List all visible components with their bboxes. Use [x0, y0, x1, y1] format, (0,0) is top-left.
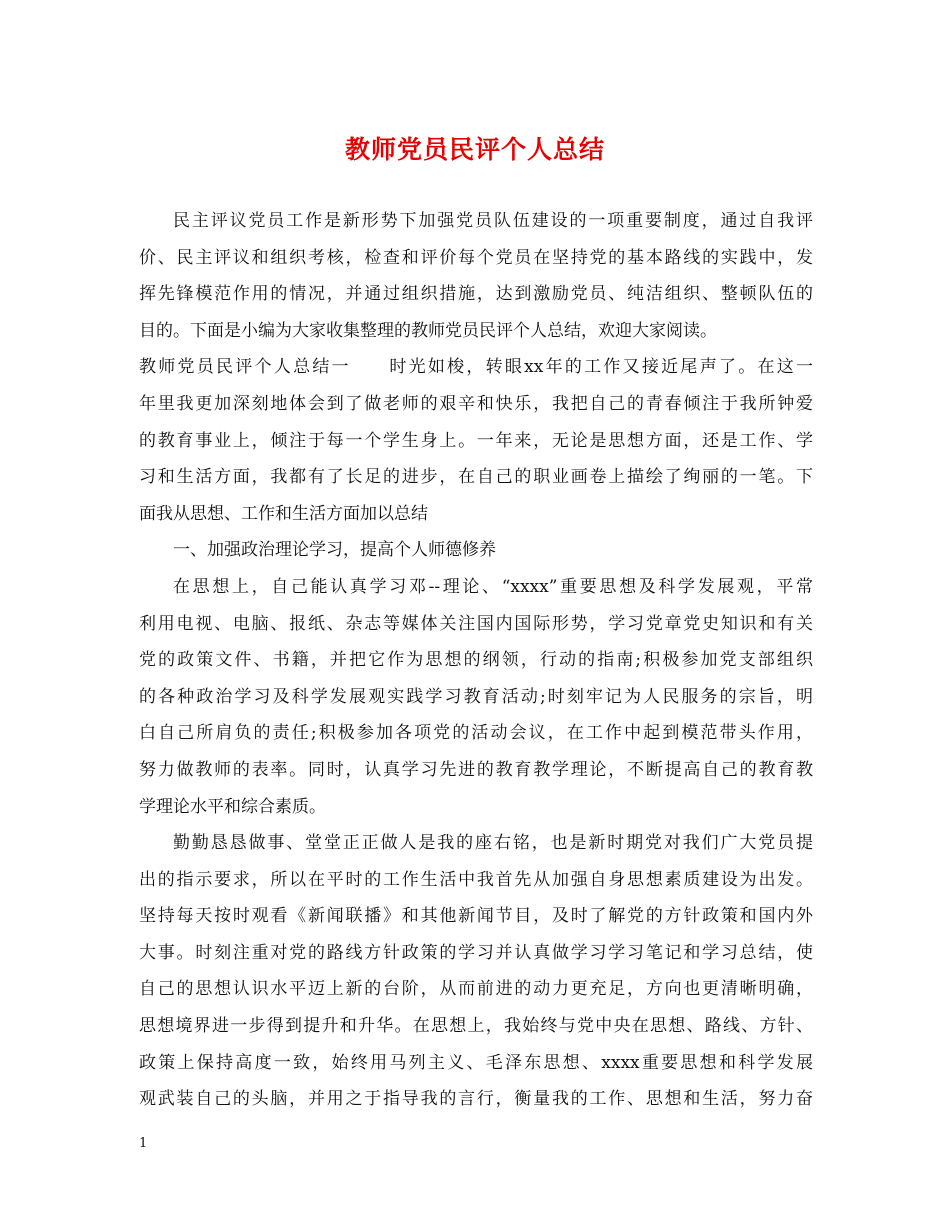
paragraph-line: 的教育事业上，倾注于每一个学生身上。一年来，无论是思想方面，还是工作、学: [139, 430, 813, 451]
page-number: 1: [139, 1136, 148, 1151]
paragraph-line: 思想境界进一步得到提升和升华。在思想上，我始终与党中央在思想、路线、方针、: [139, 1016, 813, 1037]
paragraph-line: 坚持每天按时观看《新闻联播》和其他新闻节目，及时了解党的方针政策和国内外: [139, 906, 813, 927]
paragraph-line: 自己的思想认识水平迈上新的台阶，从而前进的动力更充足，方向也更清晰明确，: [139, 979, 813, 1000]
paragraph-line: 观武装自己的头脑，并用之于指导我的言行，衡量我的工作、思想和生活，努力奋: [139, 1089, 813, 1110]
paragraph-line: 利用电视、电脑、报纸、杂志等媒体关注国内国际形势，学习党章党史知识和有关: [139, 613, 813, 634]
paragraph-line: 在思想上，自己能认真学习邓--理论、“xxxx”重要思想及科学发展观，平常: [173, 576, 813, 597]
paragraph-line: 价、民主评议和组织考核，检查和评价每个党员在坚持党的基本路线的实践中，发: [139, 247, 813, 268]
paragraph-line: 民主评议党员工作是新形势下加强党员队伍建设的一项重要制度，通过自我评: [173, 211, 813, 231]
paragraph-line: 白自己所肩负的责任;积极参加各项党的活动会议，在工作中起到模范带头作用，: [139, 723, 813, 744]
paragraph-line: 努力做教师的表率。同时，认真学习先进的教育教学理论，不断提高自己的教育教: [139, 759, 813, 780]
paragraph-line: 勤勤恳恳做事、堂堂正正做人是我的座右铭，也是新时期党对我们广大党员提: [173, 833, 813, 854]
paragraph-line: 学理论水平和综合素质。: [139, 796, 326, 817]
paragraph-line: 面我从思想、工作和生活方面加以总结: [139, 503, 428, 524]
paragraph-line: 大事。时刻注重对党的路线方针政策的学习并认真做学习学习笔记和学习总结，使: [139, 942, 813, 963]
section-heading: 一、加强政治理论学习，提高个人师德修养: [173, 540, 496, 561]
paragraph-line: 习和生活方面，我都有了长足的进步，在自己的职业画卷上描绘了绚丽的一笔。下: [139, 467, 813, 488]
paragraph-line: 教师党员民评个人总结一 时光如梭，转眼xx年的工作又接近尾声了。在这一: [139, 357, 813, 378]
paragraph-line: 挥先锋模范作用的情况，并通过组织措施，达到激励党员、纯洁组织、整顿队伍的: [139, 284, 813, 305]
paragraph-line: 年里我更加深刻地体会到了做老师的艰辛和快乐，我把自己的青春倾注于我所钟爱: [139, 393, 813, 414]
document-body: [139, 203, 813, 1118]
document-title: 教师党员民评个人总结: [344, 135, 605, 164]
paragraph-line: 政策上保持高度一致，始终用马列主义、毛泽东思想、xxxx重要思想和科学发展: [139, 1052, 813, 1073]
paragraph-line: 的各种政治学习及科学发展观实践学习教育活动;时刻牢记为人民服务的宗旨，明: [139, 686, 813, 707]
paragraph-line: 目的。下面是小编为大家收集整理的教师党员民评个人总结，欢迎大家阅读。: [139, 320, 717, 341]
paragraph-line: 党的政策文件、书籍，并把它作为思想的纲领，行动的指南;积极参加党支部组织: [139, 650, 813, 671]
paragraph-line: 出的指示要求，所以在平时的工作生活中我首先从加强自身思想素质建设为出发。: [139, 869, 813, 890]
